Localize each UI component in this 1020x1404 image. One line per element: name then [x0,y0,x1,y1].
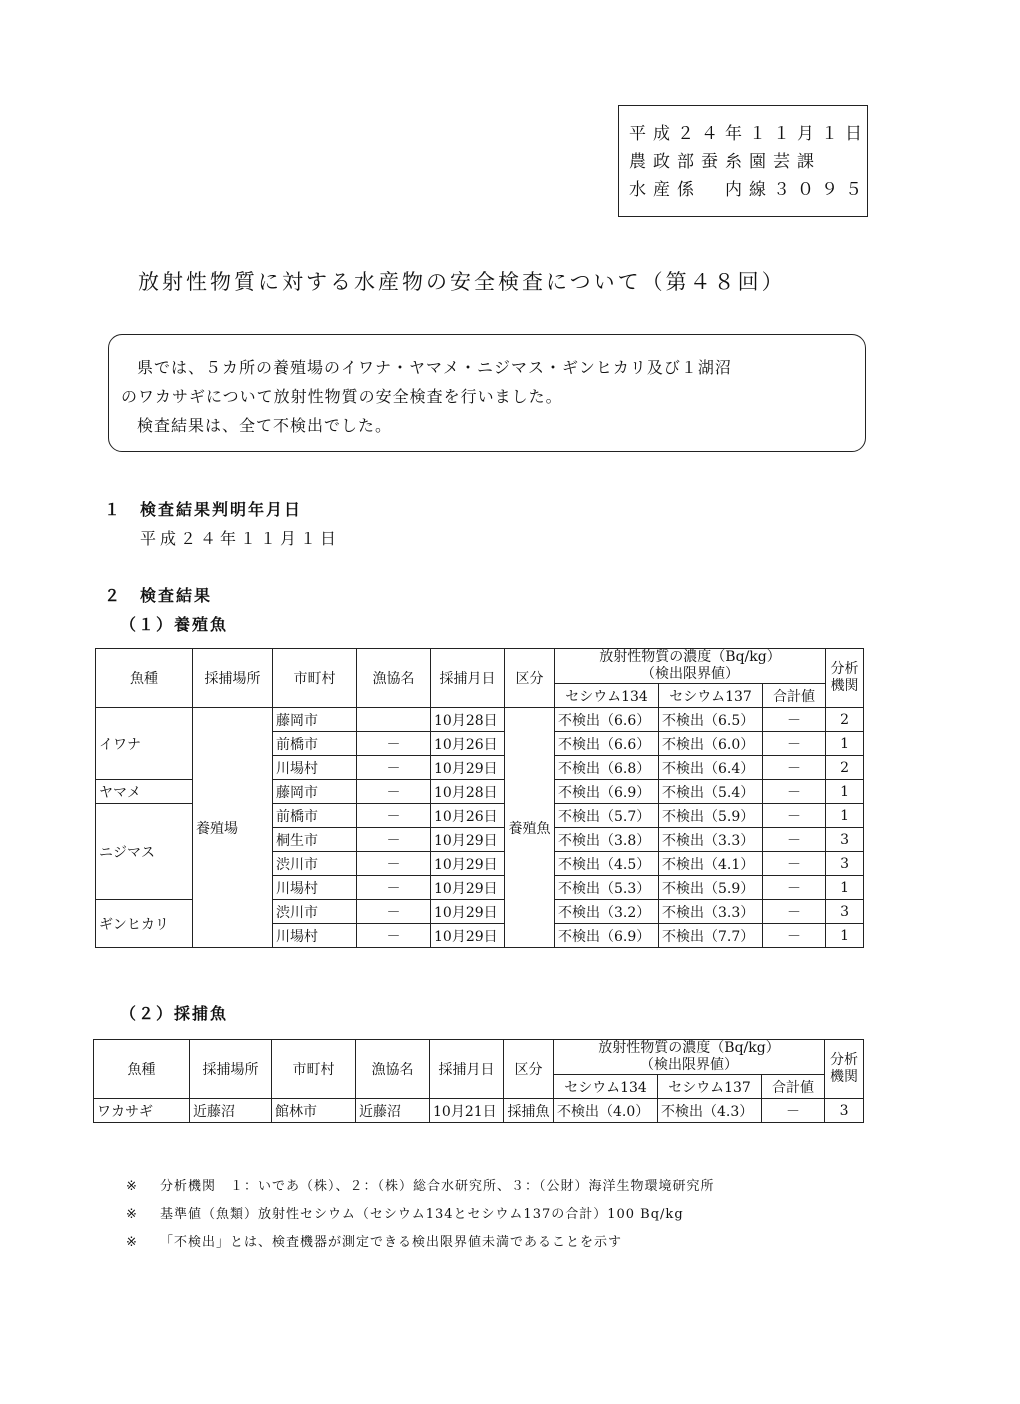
lab-cell: 3 [826,828,864,852]
table-header-row [96,649,864,684]
cs137-cell: 不検出（4.3） [658,1099,762,1123]
category-cell: 養殖魚 [505,708,555,948]
coop-cell: － [357,924,431,948]
cs137-cell: 不検出（5.9） [659,876,763,900]
header-concentration-label: 放射性物質の濃度（Bq/kg） [599,649,781,665]
wild-fish-table [93,1039,864,1123]
subsection-wild-heading: （２）採捕魚 [120,1004,229,1023]
header-species: 魚種 [94,1040,190,1099]
header-concentration-label: 放射性物質の濃度（Bq/kg） [598,1040,780,1056]
header-total: 合計値 [762,1075,825,1099]
total-cell: － [763,852,826,876]
lab-cell: 1 [826,804,864,828]
header-coop: 漁協名 [356,1040,430,1099]
header-species: 魚種 [96,649,193,708]
note-1-text: 分析機関 １：いであ（株）、２：（株）総合水研究所、３：（公財）海洋生物環境研究所 [160,1179,715,1194]
header-department: 農政部蚕糸園芸課 [629,152,821,172]
note-mark: ※ [126,1179,138,1194]
header-limit-label: （検出限界値） [641,666,740,682]
table-header-row [94,1040,864,1075]
header-box [618,105,868,217]
header-lab: 分析機関 [825,1040,864,1099]
summary-line-3: 検査結果は、全て不検出でした。 [137,416,393,435]
coop-cell [357,708,431,732]
lab-cell: 1 [826,732,864,756]
city-cell: 川場村 [273,876,357,900]
header-date: 採捕月日 [431,649,505,708]
coop-cell: － [357,756,431,780]
header-cs137: セシウム137 [659,684,763,708]
section-2-heading: ２ 検査結果 [104,586,213,605]
header-total: 合計値 [763,684,826,708]
date-cell: 10月21日 [430,1099,504,1123]
coop-cell: － [357,804,431,828]
location-cell: 近藤沼 [190,1099,272,1123]
subsection-farmed-heading: （１）養殖魚 [120,615,229,634]
date-cell: 10月29日 [431,900,505,924]
cs137-cell: 不検出（6.4） [659,756,763,780]
header-date: 採捕月日 [430,1040,504,1099]
total-cell: － [763,756,826,780]
lab-cell: 1 [826,780,864,804]
cs134-cell: 不検出（6.6） [555,708,659,732]
lab-cell: 1 [826,924,864,948]
note-2 [126,1203,684,1222]
cs134-cell: 不検出（5.3） [555,876,659,900]
header-lab: 分析機関 [826,649,864,708]
note-mark: ※ [126,1207,138,1222]
header-location: 採捕場所 [190,1040,272,1099]
wild-table-body [94,1040,864,1123]
coop-cell: － [357,900,431,924]
species-cell: ニジマス [96,804,193,900]
cs134-cell: 不検出（5.7） [555,804,659,828]
total-cell: － [763,708,826,732]
section-1-date: 平成２４年１１月１日 [140,529,341,548]
coop-cell: － [357,780,431,804]
note-2-text: 基準値（魚類）放射性セシウム（セシウム134とセシウム137の合計）100 Bq/kg [160,1207,684,1222]
cs137-cell: 不検出（5.4） [659,780,763,804]
date-cell: 10月29日 [431,828,505,852]
city-cell: 川場村 [273,756,357,780]
cs137-cell: 不検出（5.9） [659,804,763,828]
farmed-fish-table [95,648,864,948]
lab-cell: 1 [826,876,864,900]
farmed-table-body [96,649,864,948]
city-cell: 渋川市 [273,900,357,924]
header-concentration [555,649,826,684]
cs134-cell: 不検出（6.9） [555,780,659,804]
total-cell: － [763,900,826,924]
date-cell: 10月29日 [431,924,505,948]
category-cell: 採捕魚 [504,1099,554,1123]
cs134-cell: 不検出（6.8） [555,756,659,780]
lab-cell: 3 [826,900,864,924]
total-cell: － [763,732,826,756]
date-cell: 10月26日 [431,804,505,828]
header-cs134: セシウム134 [555,684,659,708]
note-mark: ※ [126,1235,138,1250]
summary-box [108,334,866,452]
coop-cell: 近藤沼 [356,1099,430,1123]
header-coop: 漁協名 [357,649,431,708]
cs137-cell: 不検出（4.1） [659,852,763,876]
total-cell: － [762,1099,825,1123]
table-row [94,1099,864,1123]
note-1 [126,1175,715,1194]
header-category: 区分 [505,649,555,708]
cs137-cell: 不検出（6.5） [659,708,763,732]
header-category: 区分 [504,1040,554,1099]
city-cell: 館林市 [272,1099,356,1123]
header-cs134: セシウム134 [554,1075,658,1099]
lab-cell: 2 [826,756,864,780]
location-cell: 養殖場 [193,708,273,948]
date-cell: 10月29日 [431,876,505,900]
cs134-cell: 不検出（6.9） [555,924,659,948]
header-date: 平成２４年１１月１日 [629,124,869,144]
header-limit-label: （検出限界値） [640,1057,739,1073]
cs134-cell: 不検出（4.5） [555,852,659,876]
date-cell: 10月29日 [431,756,505,780]
lab-cell: 3 [826,852,864,876]
city-cell: 渋川市 [273,852,357,876]
table-row [96,708,864,732]
summary-line-2: のワカサギについて放射性物質の安全検査を行いました。 [121,387,563,406]
header-location: 採捕場所 [193,649,273,708]
header-city: 市町村 [272,1040,356,1099]
cs137-cell: 不検出（7.7） [659,924,763,948]
summary-line-1: 県では、５カ所の養殖場のイワナ・ヤマメ・ニジマス・ギンヒカリ及び１湖沼 [137,358,732,377]
document-title: 放射性物質に対する水産物の安全検査について（第４８回） [138,270,786,294]
cs137-cell: 不検出（3.3） [659,828,763,852]
cs137-cell: 不検出（6.0） [659,732,763,756]
header-city: 市町村 [273,649,357,708]
city-cell: 前橋市 [273,732,357,756]
total-cell: － [763,828,826,852]
cs134-cell: 不検出（6.6） [555,732,659,756]
city-cell: 藤岡市 [273,708,357,732]
total-cell: － [763,804,826,828]
cs134-cell: 不検出（3.2） [555,900,659,924]
date-cell: 10月26日 [431,732,505,756]
coop-cell: － [357,876,431,900]
city-cell: 藤岡市 [273,780,357,804]
total-cell: － [763,924,826,948]
lab-cell: 3 [825,1099,864,1123]
city-cell: 川場村 [273,924,357,948]
header-concentration [554,1040,825,1075]
coop-cell: － [357,852,431,876]
species-cell: ギンヒカリ [96,900,193,948]
header-cs137: セシウム137 [658,1075,762,1099]
total-cell: － [763,780,826,804]
coop-cell: － [357,828,431,852]
section-1-heading: １ 検査結果判明年月日 [104,500,303,519]
note-3 [126,1231,622,1250]
cs137-cell: 不検出（3.3） [659,900,763,924]
lab-cell: 2 [826,708,864,732]
cs134-cell: 不検出（3.8） [555,828,659,852]
date-cell: 10月29日 [431,852,505,876]
coop-cell: － [357,732,431,756]
total-cell: － [763,876,826,900]
species-cell: ワカサギ [94,1099,190,1123]
city-cell: 桐生市 [273,828,357,852]
date-cell: 10月28日 [431,780,505,804]
city-cell: 前橋市 [273,804,357,828]
note-3-text: 「不検出」とは、検査機器が測定できる検出限界値未満であることを示す [160,1235,623,1250]
date-cell: 10月28日 [431,708,505,732]
species-cell: ヤマメ [96,780,193,804]
cs134-cell: 不検出（4.0） [554,1099,658,1123]
species-cell: イワナ [96,708,193,780]
header-contact: 水産係 内線３０９５ [629,180,869,200]
